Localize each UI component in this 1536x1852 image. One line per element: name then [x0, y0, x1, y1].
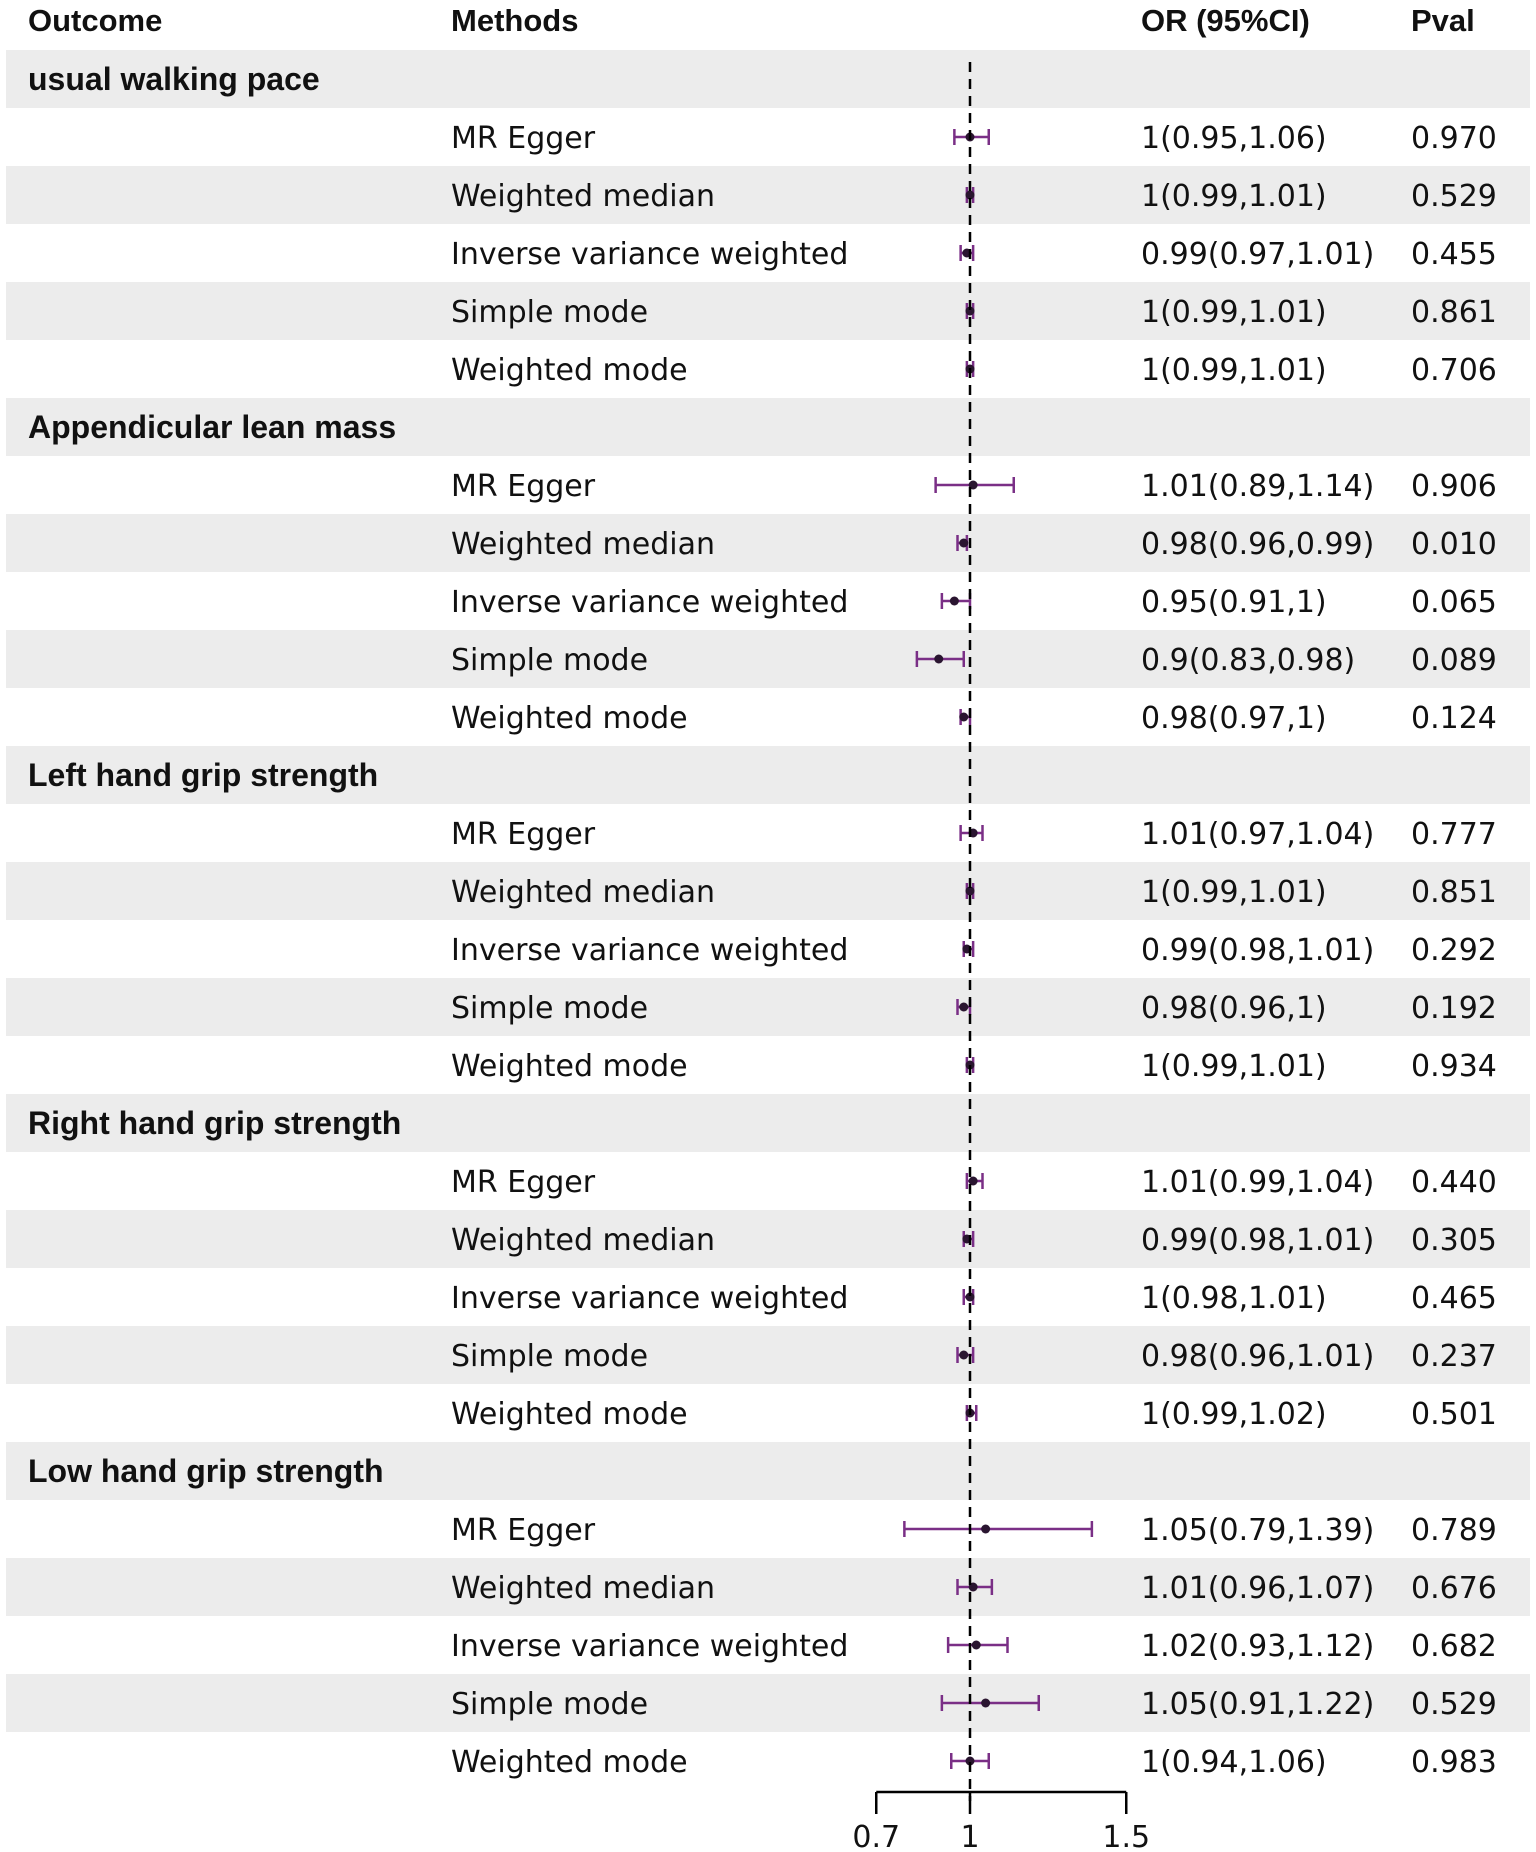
- pval-value: 0.906: [1411, 469, 1497, 504]
- estimate-point: [981, 1525, 990, 1534]
- or-ci-value: 1(0.99,1.01): [1141, 1049, 1327, 1084]
- estimate-point: [981, 1699, 990, 1708]
- or-ci-value: 1(0.99,1.01): [1141, 295, 1327, 330]
- outcome-label: usual walking pace: [28, 61, 320, 97]
- method-label: Weighted mode: [451, 1049, 688, 1084]
- pval-value: 0.124: [1411, 701, 1497, 736]
- pval-value: 0.237: [1411, 1339, 1497, 1374]
- or-ci-value: 1.02(0.93,1.12): [1141, 1629, 1375, 1664]
- method-label: MR Egger: [451, 1165, 596, 1200]
- pval-value: 0.089: [1411, 643, 1497, 678]
- outcome-label: Appendicular lean mass: [28, 409, 397, 445]
- header-pval: Pval: [1411, 3, 1475, 38]
- pval-value: 0.305: [1411, 1223, 1497, 1258]
- method-label: Simple mode: [451, 295, 649, 330]
- or-ci-value: 0.99(0.98,1.01): [1141, 933, 1375, 968]
- or-ci-value: 1(0.98,1.01): [1141, 1281, 1327, 1316]
- or-ci-value: 1.01(0.89,1.14): [1141, 469, 1375, 504]
- header-methods: Methods: [451, 3, 579, 38]
- method-label: Weighted mode: [451, 353, 688, 388]
- or-ci-value: 0.98(0.96,1): [1141, 991, 1327, 1026]
- or-ci-value: 0.98(0.97,1): [1141, 701, 1327, 736]
- pval-value: 0.676: [1411, 1571, 1497, 1606]
- method-label: Weighted mode: [451, 701, 688, 736]
- pval-value: 0.292: [1411, 933, 1497, 968]
- axis-tick-label: 0.7: [852, 1820, 901, 1852]
- or-ci-value: 1.05(0.91,1.22): [1141, 1687, 1375, 1722]
- axis-tick-label: 1.5: [1102, 1820, 1151, 1852]
- pval-value: 0.455: [1411, 237, 1497, 272]
- method-label: MR Egger: [451, 1513, 596, 1548]
- header-outcome: Outcome: [28, 3, 163, 38]
- or-ci-value: 0.99(0.97,1.01): [1141, 237, 1375, 272]
- pval-value: 0.065: [1411, 585, 1497, 620]
- or-ci-value: 1(0.95,1.06): [1141, 121, 1327, 156]
- estimate-point: [972, 1641, 981, 1650]
- pval-value: 0.706: [1411, 353, 1497, 388]
- or-ci-value: 1(0.99,1.01): [1141, 875, 1327, 910]
- method-label: MR Egger: [451, 817, 596, 852]
- or-ci-value: 0.9(0.83,0.98): [1141, 643, 1356, 678]
- method-label: Weighted median: [451, 875, 716, 910]
- pval-value: 0.465: [1411, 1281, 1497, 1316]
- estimate-point: [950, 597, 959, 606]
- method-label: Weighted mode: [451, 1745, 688, 1780]
- or-ci-value: 0.98(0.96,0.99): [1141, 527, 1375, 562]
- method-label: MR Egger: [451, 469, 596, 504]
- pval-value: 0.192: [1411, 991, 1497, 1026]
- outcome-label: Left hand grip strength: [28, 757, 379, 793]
- method-label: Simple mode: [451, 1687, 649, 1722]
- pval-value: 0.934: [1411, 1049, 1497, 1084]
- or-ci-value: 0.98(0.96,1.01): [1141, 1339, 1375, 1374]
- pval-value: 0.529: [1411, 179, 1497, 214]
- pval-value: 0.983: [1411, 1745, 1497, 1780]
- pval-value: 0.010: [1411, 527, 1497, 562]
- estimate-point: [959, 1351, 968, 1360]
- method-label: Weighted median: [451, 179, 716, 214]
- axis-tick-label: 1: [960, 1820, 980, 1852]
- pval-value: 0.789: [1411, 1513, 1497, 1548]
- method-label: Simple mode: [451, 643, 649, 678]
- pval-value: 0.970: [1411, 121, 1497, 156]
- estimate-point: [934, 655, 943, 664]
- method-label: Simple mode: [451, 991, 649, 1026]
- method-label: Weighted median: [451, 1571, 716, 1606]
- estimate-point: [959, 539, 968, 548]
- plot-marks: [904, 129, 1092, 1769]
- header-or: OR (95%CI): [1141, 3, 1310, 38]
- pval-value: 0.851: [1411, 875, 1497, 910]
- method-label: Weighted mode: [451, 1397, 688, 1432]
- method-label: Inverse variance weighted: [451, 237, 849, 272]
- or-ci-value: 0.95(0.91,1): [1141, 585, 1327, 620]
- or-ci-value: 1.05(0.79,1.39): [1141, 1513, 1375, 1548]
- method-label: Weighted median: [451, 1223, 716, 1258]
- pval-value: 0.440: [1411, 1165, 1497, 1200]
- or-ci-value: 1.01(0.97,1.04): [1141, 817, 1375, 852]
- or-ci-value: 1(0.99,1.01): [1141, 353, 1327, 388]
- or-ci-value: 1(0.99,1.02): [1141, 1397, 1327, 1432]
- estimate-point: [959, 1003, 968, 1012]
- method-label: Inverse variance weighted: [451, 585, 849, 620]
- or-ci-value: 0.99(0.98,1.01): [1141, 1223, 1375, 1258]
- outcome-label: Low hand grip strength: [28, 1453, 384, 1489]
- pval-value: 0.777: [1411, 817, 1497, 852]
- or-ci-value: 1.01(0.99,1.04): [1141, 1165, 1375, 1200]
- method-label: Simple mode: [451, 1339, 649, 1374]
- column-headers: [28, 3, 1475, 38]
- or-ci-value: 1(0.99,1.01): [1141, 179, 1327, 214]
- method-label: Weighted median: [451, 527, 716, 562]
- pval-value: 0.861: [1411, 295, 1497, 330]
- method-label: Inverse variance weighted: [451, 933, 849, 968]
- method-label: Inverse variance weighted: [451, 1281, 849, 1316]
- method-label: MR Egger: [451, 121, 596, 156]
- pval-value: 0.682: [1411, 1629, 1497, 1664]
- or-ci-value: 1.01(0.96,1.07): [1141, 1571, 1375, 1606]
- pval-value: 0.501: [1411, 1397, 1497, 1432]
- pval-value: 0.529: [1411, 1687, 1497, 1722]
- outcome-label: Right hand grip strength: [28, 1105, 402, 1141]
- method-label: Inverse variance weighted: [451, 1629, 849, 1664]
- estimate-point: [959, 713, 968, 722]
- or-ci-value: 1(0.94,1.06): [1141, 1745, 1327, 1780]
